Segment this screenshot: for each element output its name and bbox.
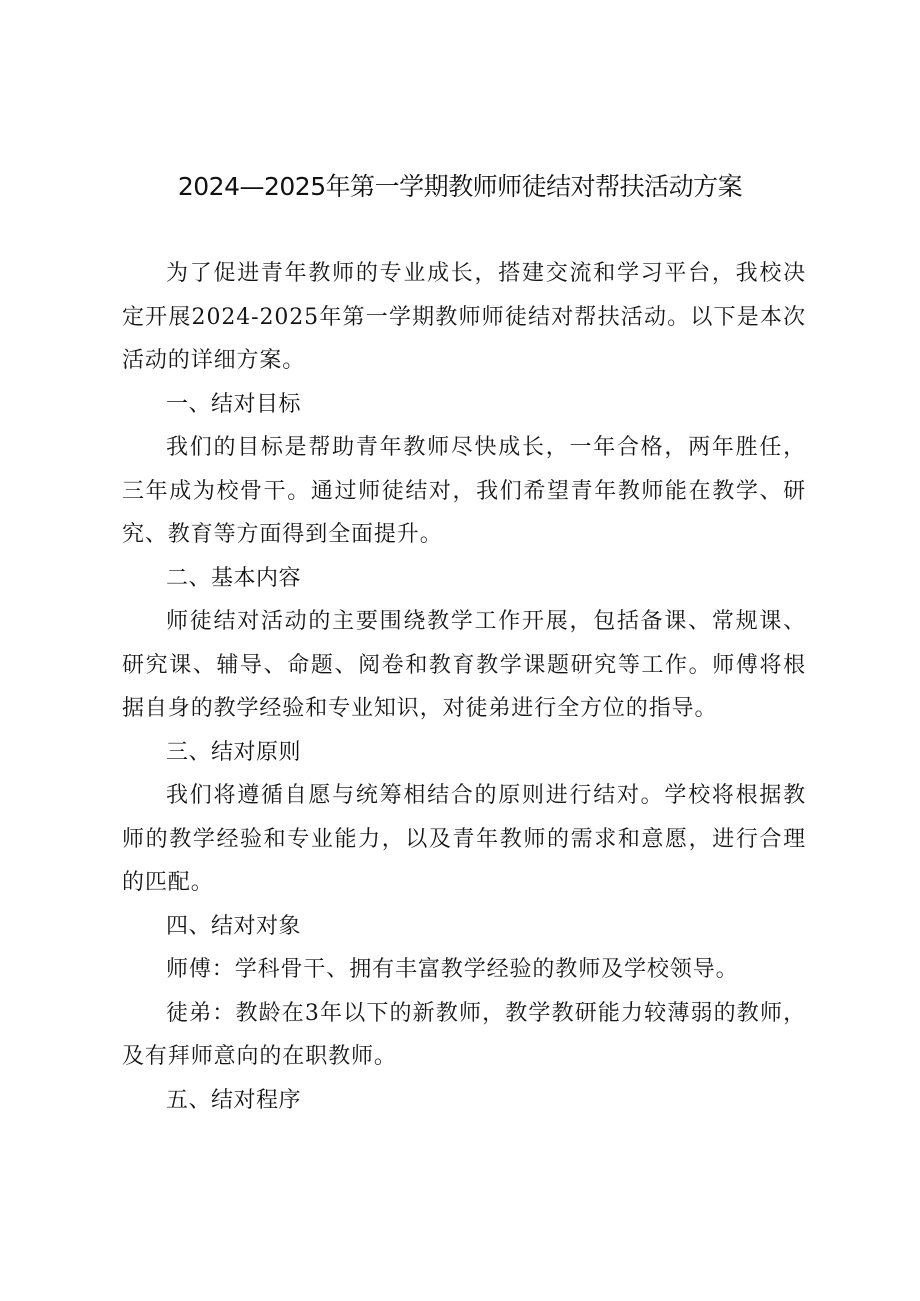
section-goals bbox=[122, 383, 806, 557]
section-heading: 五、结对程序 bbox=[166, 1087, 302, 1113]
section-heading: 一、结对目标 bbox=[166, 391, 302, 417]
section-paragraph: 师徒结对活动的主要围绕教学工作开展，包括备课、常规课、研究课、辅导、命题、阅卷和教育教学课题研究等工作。师傅将根据自身的教学经验和专业知识，对徒弟进行全方位的指导。 bbox=[122, 609, 806, 721]
section-heading: 三、结对原则 bbox=[166, 739, 302, 765]
section-content bbox=[122, 557, 806, 731]
section-paragraph-mentor: 师傅：学科骨干、拥有丰富教学经验的教师及学校领导。 bbox=[166, 957, 739, 982]
section-paragraph: 我们将遵循自愿与统筹相结合的原则进行结对。学校将根据教师的教学经验和专业能力，以及青年教师的需求和意愿，进行合理的匹配。 bbox=[122, 783, 806, 895]
section-heading: 四、结对对象 bbox=[166, 913, 302, 939]
document-title: 2024—2025年第一学期教师师徒结对帮扶活动方案 bbox=[177, 172, 743, 201]
section-heading: 二、基本内容 bbox=[166, 565, 302, 591]
section-paragraph: 我们的目标是帮助青年教师尽快成长，一年合格，两年胜任，三年成为校骨干。通过师徒结对，我们希望青年教师能在教学、研究、教育等方面得到全面提升。 bbox=[122, 435, 806, 547]
section-targets bbox=[122, 905, 806, 1079]
section-paragraph-apprentice: 徒弟：教龄在3年以下的新教师，教学教研能力较薄弱的教师，及有拜师意向的在职教师。 bbox=[122, 1000, 806, 1069]
section-principles bbox=[122, 731, 806, 905]
section-procedure bbox=[122, 1079, 806, 1123]
intro-paragraph: 为了促进青年教师的专业成长，搭建交流和学习平台，我校决定开展2024-2025年第一学期教师师徒结对帮扶活动。以下是本次活动的详细方案。 bbox=[122, 261, 806, 373]
document-body bbox=[122, 252, 806, 1122]
